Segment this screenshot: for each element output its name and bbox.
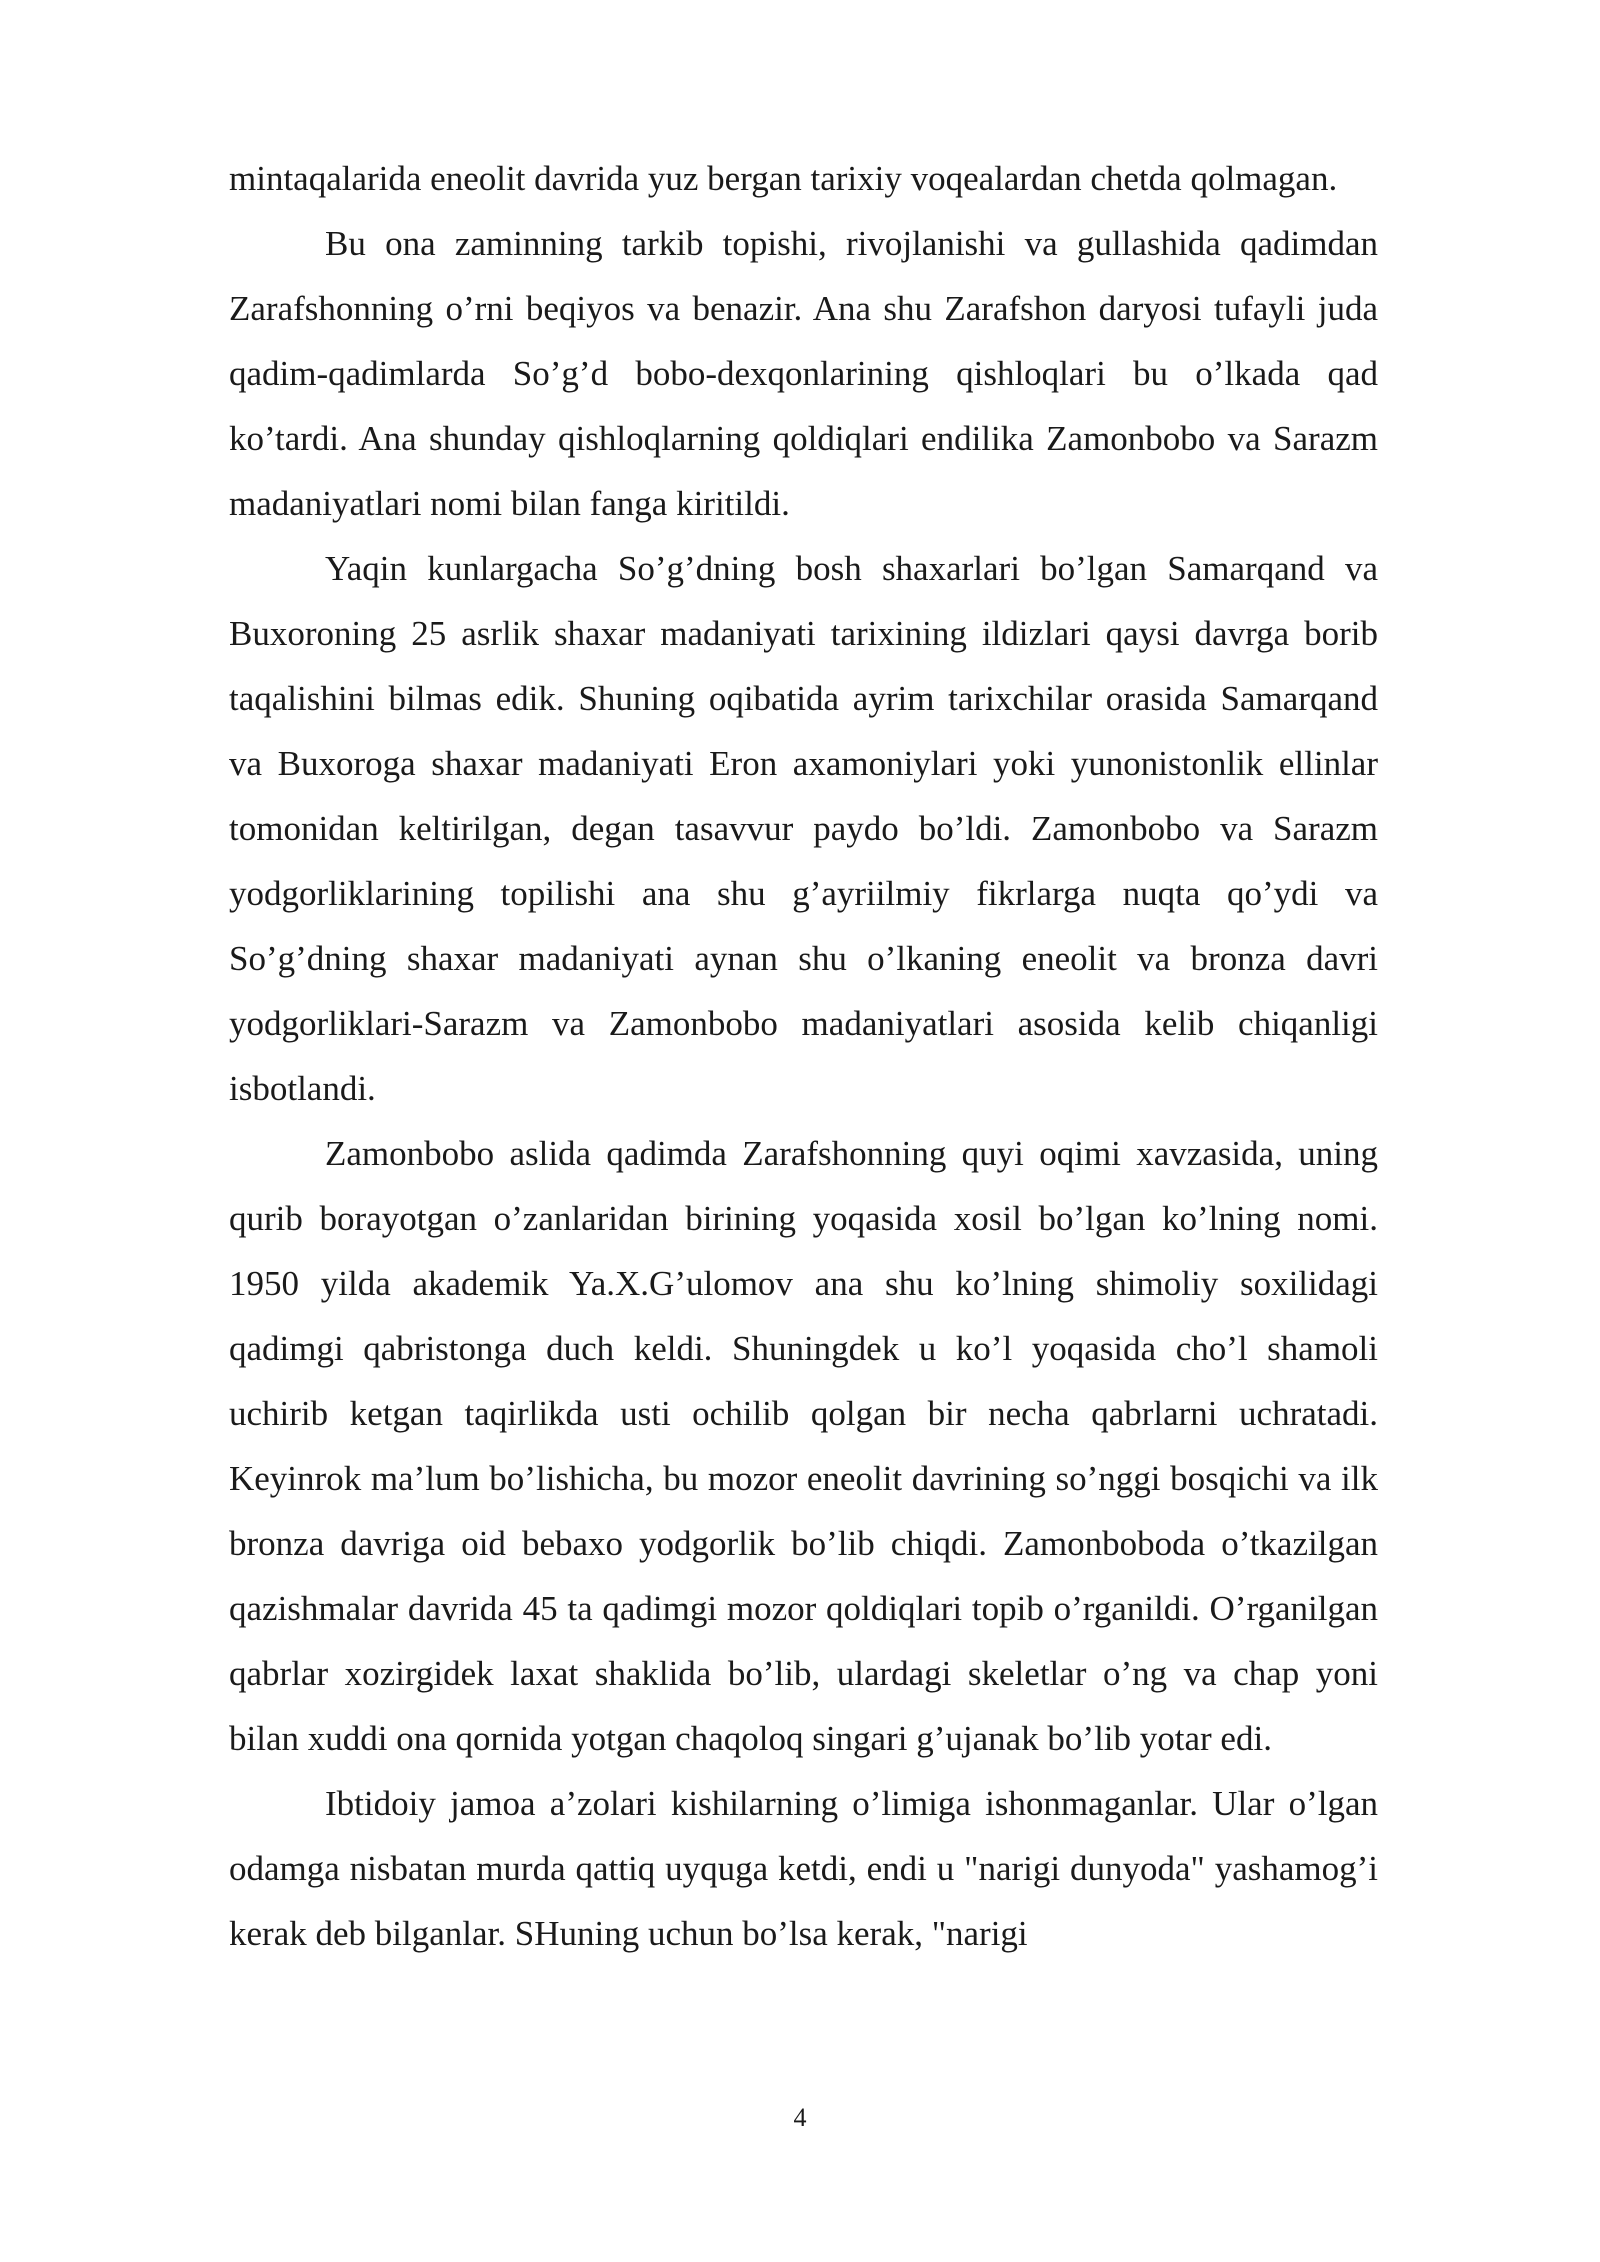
paragraph: Zamonbobo aslida qadimda Zarafshonning quyi oqimi xavzasida, uning qurib borayotgan o’zanlaridan birining yoqasida xosil bo’lgan ko’lning nomi. 1950 yilda akademik Ya.X.G’ulomov ana shu ko’lning shimoliy soxilidagi qadimgi qabristonga duch keldi. Shuningdek u ko’l yoqasida cho’l shamoli uchirib ketgan taqirlikda usti ochilib qolgan bir necha qabrlarni uchratadi. Keyinrok ma’lum bo’lishicha, bu mozor eneolit davrining so’nggi bosqichi va ilk bronza davriga oid bebaxo yodgorlik bo’lib chiqdi. Zamonboboda o’tkazilgan qazishmalar davrida 45 ta qadimgi mozor qoldiqlari topib o’rganildi. O’rganilgan qabrlar xozirgidek laxat shaklida bo’lib, ulardagi skeletlar o’ng va chap yoni bilan xuddi ona qornida yotgan chaqoloq singari g’ujanak bo’lib yotar edi. [229,1134,1378,1758]
page-number: 4 [793,2103,807,2132]
paragraph: mintaqalarida eneolit davrida yuz bergan tarixiy voqealardan chetda qolmagan. [229,159,1338,198]
paragraph: Ibtidoiy jamoa a’zolari kishilarning o’limiga ishonmaganlar. Ular o’lgan odamga nisbatan murda qattiq uyquga ketdi, endi u "narigi dunyoda" yashamog’i kerak deb bilganlar. SHuning uchun bo’lsa kerak, "narigi [229,1784,1378,1953]
paragraph: Yaqin kunlargacha So’g’dning bosh shaxarlari bo’lgan Samarqand va Buxoroning 25 asrlik shaxar madaniyati tarixining ildizlari qaysi davrga borib taqalishini bilmas edik. Shuning oqibatida ayrim tarixchilar orasida Samarqand va Buxoroga shaxar madaniyati Eron axamoniylari yoki yunonistonlik ellinlar tomonidan keltirilgan, degan tasavvur paydo bo’ldi. Zamonbobo va Sarazm yodgorliklarining topilishi ana shu g’ayriilmiy fikrlarga nuqta qo’ydi va So’g’dning shaxar madaniyati aynan shu o’lkaning eneolit va bronza davri yodgorliklari-Sarazm va Zamonbobo madaniyatlari asosida kelib chiqanligi isbotlandi. [229,549,1378,1108]
paragraph: Bu ona zaminning tarkib topishi, rivojlanishi va gullashida qadimdan Zarafshonning o’rni beqiyos va benazir. Ana shu Zarafshon daryosi tufayli juda qadim-qadimlarda So’g’d bobo-dexqonlarining qishloqlari bu o’lkada qad ko’tardi. Ana shunday qishloqlarning qoldiqlari endilika Zamonbobo va Sarazm madaniyatlari nomi bilan fanga kiritildi. [229,224,1378,523]
body-text [229,146,1378,1966]
